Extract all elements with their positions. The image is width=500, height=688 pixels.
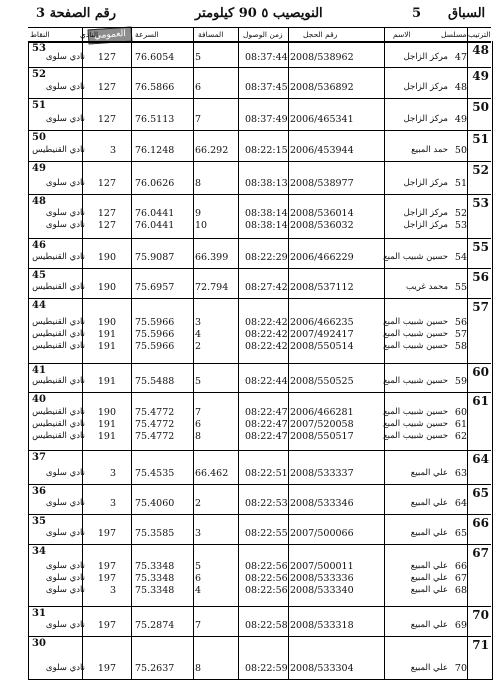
name-cell: مركز الزاجل: [403, 82, 448, 92]
speed-cell: 76.5866: [135, 82, 175, 93]
loft-number-cell: 3: [109, 145, 116, 156]
page-number: رقم الصفحة 3: [36, 6, 117, 21]
distance-cell: 3: [195, 528, 202, 539]
speed-cell: 75.3348: [135, 573, 175, 584]
rank-number: 70: [472, 608, 489, 622]
arrival-time-cell: 08:22:56: [245, 561, 288, 572]
name-cell: حسين شبيب المبع: [383, 316, 448, 327]
distance-cell: 5: [195, 376, 202, 387]
table-row: [28, 573, 491, 585]
serial-cell: 62: [454, 431, 467, 442]
club-cell: نادي القنيطيس: [32, 282, 85, 292]
points-number: 49: [32, 163, 46, 174]
table-row: [28, 145, 491, 157]
serial-cell: 70: [454, 663, 467, 674]
rank-number: 49: [472, 69, 489, 83]
distance-cell: 2: [195, 340, 202, 352]
loft-number-cell: 197: [97, 528, 116, 539]
result-group: [28, 194, 491, 239]
table-row: [28, 663, 491, 675]
serial-cell: 49: [454, 114, 467, 125]
club-cell: نادي القنيطيس: [32, 145, 85, 155]
name-cell: محمد غريب: [406, 282, 448, 292]
serial-cell: 60: [454, 407, 467, 418]
table-row: [28, 620, 491, 632]
ring-number-cell: 2008/536032: [290, 220, 354, 231]
name-cell: حسين شبيب المبع: [383, 407, 448, 417]
distance-cell: 66.462: [195, 468, 229, 479]
club-cell: نادي سلوى: [45, 208, 85, 218]
arrival-time-cell: 08:22:56: [245, 573, 288, 584]
distance-cell: 6: [195, 419, 202, 430]
table-row: [28, 376, 491, 388]
loft-number-cell: 191: [97, 328, 116, 340]
table-row: [28, 178, 491, 190]
table-row: [28, 468, 491, 480]
serial-cell: 61: [454, 419, 467, 430]
table-row: [28, 317, 491, 329]
name-cell: حسين شبيب المبع: [383, 328, 448, 339]
serial-cell: 69: [454, 620, 467, 631]
points-number: 37: [32, 452, 46, 463]
ring-number-cell: 2008/533340: [290, 585, 354, 596]
rank-number: 50: [472, 100, 489, 114]
table-row: [28, 341, 491, 353]
distance-cell: 4: [195, 328, 202, 340]
points-number: 45: [32, 270, 46, 281]
distance-cell: 8: [195, 431, 202, 442]
distance-cell: 7: [195, 407, 202, 418]
speed-cell: 75.5488: [135, 376, 175, 387]
result-group: [28, 450, 491, 485]
rank-number: 71: [472, 638, 489, 652]
ring-number-cell: 2007/500011: [290, 561, 354, 572]
result-group: [28, 363, 491, 393]
arrival-time-cell: 08:22:42: [245, 328, 288, 340]
points-number: 34: [32, 546, 46, 557]
col-speed: السرعة: [135, 30, 159, 39]
club-cell: نادي سلوى: [45, 573, 85, 583]
serial-cell: 68: [454, 585, 467, 596]
speed-cell: 76.5113: [135, 114, 175, 125]
points-number: 35: [32, 516, 46, 527]
speed-cell: 75.4772: [135, 419, 175, 430]
club-cell: نادي سلوى: [45, 82, 85, 92]
arrival-time-cell: 08:37:45: [245, 82, 288, 93]
speed-cell: 75.9087: [135, 252, 175, 263]
distance-cell: 5: [195, 561, 202, 572]
serial-cell: 58: [454, 340, 467, 352]
speed-cell: 76.1248: [135, 145, 175, 156]
club-cell: نادي سلوى: [45, 585, 85, 595]
name-cell: مركز الزاجل: [403, 208, 448, 218]
table-row: [28, 82, 491, 94]
result-group: [28, 130, 491, 162]
arrival-time-cell: 08:22:29: [245, 252, 288, 263]
club-cell: نادي سلوى: [45, 178, 85, 188]
name-cell: علي المبيع: [410, 528, 448, 538]
ring-number-cell: 2007/520058: [290, 419, 354, 430]
loft-number-cell: 191: [97, 419, 116, 430]
speed-cell: 76.6054: [135, 52, 175, 63]
col-points: النقاط: [30, 30, 50, 39]
distance-cell: 5: [195, 52, 202, 63]
club-cell: نادي القنيطيس: [32, 419, 85, 429]
ring-number-cell: 2008/550514: [290, 340, 354, 352]
serial-cell: 56: [454, 316, 467, 328]
name-cell: مركز الزاجل: [403, 220, 448, 230]
points-number: 36: [32, 486, 46, 497]
loft-number-cell: 190: [97, 282, 116, 293]
result-group: [28, 544, 491, 607]
club-cell: نادي سلوى: [45, 114, 85, 124]
arrival-time-cell: 08:37:49: [245, 114, 288, 125]
result-group: [28, 67, 491, 99]
loft-number-cell: 191: [97, 376, 116, 387]
loft-number-cell: 191: [97, 340, 116, 352]
club-cell: نادي سلوى: [45, 468, 85, 478]
club-cell: نادي سلوى: [45, 528, 85, 538]
distance-cell: 72.794: [195, 282, 229, 293]
arrival-time-cell: 08:22:47: [245, 431, 288, 442]
club-cell: نادي سلوى: [45, 498, 85, 508]
distance-cell: 7: [195, 114, 202, 125]
result-group: [28, 514, 491, 545]
arrival-time-cell: 08:22:42: [245, 316, 288, 328]
name-cell: حسين شبيب المبع: [383, 431, 448, 441]
distance-cell: 8: [195, 178, 202, 189]
arrival-time-cell: 08:22:47: [245, 407, 288, 418]
rank-number: 48: [472, 43, 489, 57]
table-row: [28, 208, 491, 220]
serial-cell: 57: [454, 328, 467, 340]
name-cell: علي المبيع: [410, 498, 448, 508]
name-cell: مركز الزاجل: [403, 114, 448, 124]
speed-cell: 75.6957: [135, 282, 175, 293]
loft-number-cell: 190: [97, 252, 116, 263]
points-number: 46: [32, 240, 46, 251]
arrival-time-cell: 08:37:44: [245, 52, 288, 63]
table-row: [28, 561, 491, 573]
distance-cell: 66.292: [195, 145, 229, 156]
ring-number-cell: 2008/533346: [290, 498, 354, 509]
rank-number: 60: [472, 365, 489, 379]
ring-number-cell: 2008/537112: [290, 282, 354, 293]
points-number: 51: [32, 100, 46, 111]
rank-number: 66: [472, 516, 489, 530]
arrival-time-cell: 08:27:42: [245, 282, 288, 293]
result-group: [28, 484, 491, 515]
name-cell: حسين شبيب المبع: [383, 340, 448, 351]
name-cell: مركز الزاجل: [403, 178, 448, 188]
col-ring: رقم الحجل: [303, 30, 338, 39]
col-serial: مسلسل: [441, 30, 467, 39]
ring-number-cell: 2008/533304: [290, 663, 354, 674]
serial-cell: 52: [454, 208, 467, 219]
ring-number-cell: 2006/466281: [290, 407, 354, 418]
speed-cell: 75.3348: [135, 561, 175, 572]
ring-number-cell: 2008/550517: [290, 431, 354, 442]
name-cell: علي المبيع: [410, 585, 448, 595]
rank-number: 51: [472, 132, 489, 146]
club-cell: نادي سلوى: [45, 663, 85, 673]
name-cell: علي المبيع: [410, 468, 448, 478]
name-cell: علي المبيع: [410, 573, 448, 583]
speed-cell: 75.3585: [135, 528, 175, 539]
ring-number-cell: 2008/536892: [290, 82, 354, 93]
arrival-time-cell: 08:38:14: [245, 208, 288, 219]
serial-cell: 67: [454, 573, 467, 584]
speed-cell: 75.4772: [135, 431, 175, 442]
club-cell: نادي سلوى: [45, 52, 85, 62]
table-row: [28, 220, 491, 232]
ring-number-cell: 2006/465341: [290, 114, 354, 125]
loft-number-cell: 190: [97, 316, 116, 328]
serial-cell: 65: [454, 528, 467, 539]
serial-cell: 63: [454, 468, 467, 479]
distance-cell: 3: [195, 316, 202, 328]
loft-number-cell: 197: [97, 561, 116, 572]
speed-cell: 75.4772: [135, 407, 175, 418]
ring-number-cell: 2007/500066: [290, 528, 354, 539]
race-label: السباق: [448, 6, 486, 21]
col-distance: المسافة: [198, 30, 224, 39]
distance-cell: 66.399: [195, 252, 229, 263]
points-number: 53: [32, 43, 46, 54]
distance-cell: 6: [195, 573, 202, 584]
col-club: النادي: [80, 30, 99, 39]
ring-number-cell: 2008/538977: [290, 178, 354, 189]
table-row: [28, 431, 491, 443]
serial-cell: 48: [454, 82, 467, 93]
loft-number-cell: 3: [109, 468, 116, 479]
loft-number-cell: 127: [97, 220, 116, 231]
speed-cell: 75.2874: [135, 620, 175, 631]
rank-number: 52: [472, 163, 489, 177]
result-group: [28, 238, 491, 269]
loft-number-cell: 127: [97, 52, 116, 63]
distance-cell: 4: [195, 585, 202, 596]
ring-number-cell: 2008/533336: [290, 573, 354, 584]
ring-number-cell: 2008/550525: [290, 376, 354, 387]
loft-number-cell: 127: [97, 82, 116, 93]
table-row: [28, 585, 491, 597]
serial-cell: 51: [454, 178, 467, 189]
club-cell: نادي القنيطيس: [32, 376, 85, 386]
points-number: 31: [32, 608, 46, 619]
table-row: [28, 282, 491, 294]
arrival-time-cell: 08:22:58: [245, 620, 288, 631]
serial-cell: 53: [454, 220, 467, 231]
club-cell: نادي القنيطيس: [32, 252, 85, 262]
name-cell: علي المبيع: [410, 663, 448, 673]
loft-number-cell: 191: [97, 431, 116, 442]
arrival-time-cell: 08:22:47: [245, 419, 288, 430]
loft-number-cell: 127: [97, 208, 116, 219]
arrival-time-cell: 08:22:15: [245, 145, 288, 156]
club-cell: نادي سلوى: [45, 620, 85, 630]
points-number: 41: [32, 365, 46, 376]
serial-cell: 64: [454, 498, 467, 509]
loft-number-cell: 197: [97, 573, 116, 584]
distance-cell: 9: [195, 208, 202, 219]
ring-number-cell: 2006/466235: [290, 316, 354, 328]
club-cell: نادي القنيطيس: [32, 328, 85, 339]
rank-number: 67: [472, 546, 489, 560]
table-row: [28, 52, 491, 64]
name-cell: حمد المبيع: [411, 145, 448, 155]
loft-number-cell: 197: [97, 663, 116, 674]
loft-number-cell: 3: [109, 498, 116, 509]
arrival-time-cell: 08:22:42: [245, 340, 288, 352]
distance-cell: 8: [195, 663, 202, 674]
speed-cell: 76.0626: [135, 178, 175, 189]
loft-number-cell: 3: [109, 585, 116, 596]
rank-number: 61: [472, 394, 489, 408]
rank-number: 56: [472, 270, 489, 284]
club-cell: نادي القنيطيس: [32, 340, 85, 351]
ring-number-cell: 2008/536014: [290, 208, 354, 219]
serial-cell: 59: [454, 376, 467, 387]
result-group: [28, 298, 491, 364]
points-number: 50: [32, 132, 46, 143]
arrival-time-cell: 08:22:59: [245, 663, 288, 674]
points-number: 30: [32, 638, 46, 649]
table-row: [28, 498, 491, 510]
points-number: 48: [32, 196, 46, 207]
serial-cell: 54: [454, 252, 467, 263]
speed-cell: 75.5966: [135, 328, 175, 340]
rank-number: 57: [472, 300, 489, 314]
table-row: [28, 114, 491, 126]
points-number: 40: [32, 394, 46, 405]
club-cell: نادي القنيطيس: [32, 316, 85, 327]
result-group: [28, 606, 491, 637]
result-group: [28, 161, 491, 195]
points-number: 44: [32, 300, 46, 311]
name-cell: حسين شبيب المبع: [383, 419, 448, 429]
arrival-time-cell: 08:38:13: [245, 178, 288, 189]
speed-cell: 75.3348: [135, 585, 175, 596]
distance-cell: 2: [195, 498, 202, 509]
arrival-time-cell: 08:38:14: [245, 220, 288, 231]
arrival-time-cell: 08:22:56: [245, 585, 288, 596]
serial-cell: 50: [454, 145, 467, 156]
result-group: [28, 636, 491, 680]
name-cell: حسين شبيب المبع: [383, 252, 448, 262]
ring-number-cell: 2006/466229: [290, 252, 354, 263]
distance-cell: 7: [195, 620, 202, 631]
ring-number-cell: 2008/533318: [290, 620, 354, 631]
race-number: 5: [412, 6, 422, 21]
distance-cell: 6: [195, 82, 202, 93]
col-arrival-time: زمن الوصول: [243, 30, 283, 39]
col-name: الاسم: [393, 30, 411, 39]
ring-number-cell: 2008/538962: [290, 52, 354, 63]
club-cell: نادي القنيطيس: [32, 407, 85, 417]
speed-cell: 76.0441: [135, 208, 175, 219]
table-row: [28, 419, 491, 431]
stamp: العمومي: [88, 26, 133, 44]
table-row: [28, 329, 491, 341]
result-group: [28, 98, 491, 131]
speed-cell: 76.0441: [135, 220, 175, 231]
club-cell: نادي سلوى: [45, 561, 85, 571]
result-group: [28, 268, 491, 299]
race-info: النويصيب ٥ 90 كيلومتر: [195, 6, 323, 21]
serial-cell: 55: [454, 282, 467, 293]
distance-cell: 10: [195, 220, 208, 231]
rank-number: 55: [472, 240, 489, 254]
speed-cell: 75.4060: [135, 498, 175, 509]
serial-cell: 47: [454, 52, 467, 63]
name-cell: حسين شبيب المبع: [383, 376, 448, 386]
rank-number: 64: [472, 452, 489, 466]
rank-number: 53: [472, 196, 489, 210]
speed-cell: 75.2637: [135, 663, 175, 674]
rank-number: 65: [472, 486, 489, 500]
name-cell: علي المبيع: [410, 561, 448, 571]
result-group: [28, 392, 491, 451]
table-row: [28, 252, 491, 264]
speed-cell: 75.4535: [135, 468, 175, 479]
result-group: [28, 41, 491, 68]
name-cell: مركز الزاجل: [403, 52, 448, 62]
club-cell: نادي سلوى: [45, 220, 85, 230]
arrival-time-cell: 08:22:51: [245, 468, 288, 479]
speed-cell: 75.5966: [135, 316, 175, 328]
name-cell: علي المبيع: [410, 620, 448, 630]
arrival-time-cell: 08:22:53: [245, 498, 288, 509]
table-row: [28, 407, 491, 419]
table-row: [28, 528, 491, 540]
serial-cell: 66: [454, 561, 467, 572]
points-number: 52: [32, 69, 46, 80]
ring-number-cell: 2006/453944: [290, 145, 354, 156]
ring-number-cell: 2008/533337: [290, 468, 354, 479]
loft-number-cell: 127: [97, 178, 116, 189]
speed-cell: 75.5966: [135, 340, 175, 352]
loft-number-cell: 127: [97, 114, 116, 125]
arrival-time-cell: 08:22:44: [245, 376, 288, 387]
ring-number-cell: 2007/492417: [290, 328, 354, 340]
loft-number-cell: 190: [97, 407, 116, 418]
col-rank: الترتيب: [468, 30, 491, 39]
loft-number-cell: 197: [97, 620, 116, 631]
arrival-time-cell: 08:22:55: [245, 528, 288, 539]
club-cell: نادي القنيطيس: [32, 431, 85, 441]
